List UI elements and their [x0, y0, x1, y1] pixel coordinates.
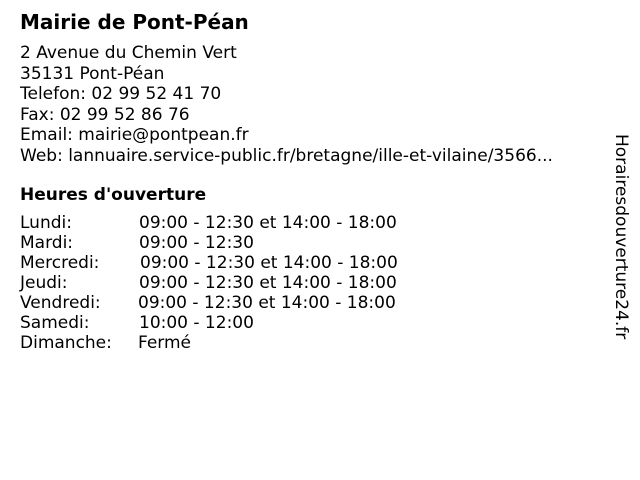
address-line-1: 2 Avenue du Chemin Vert: [20, 43, 237, 63]
day-label: Mardi:: [20, 233, 74, 253]
fax-number: Fax: 02 99 52 86 76: [20, 104, 190, 125]
day-label: Lundi:: [20, 213, 72, 233]
day-hours: 09:00 - 12:30 et 14:00 - 18:00: [140, 253, 398, 273]
day-hours: 09:00 - 12:30 et 14:00 - 18:00: [138, 293, 396, 313]
address-line-2: 35131 Pont-Péan: [20, 63, 165, 84]
day-hours: Fermé: [138, 333, 192, 353]
day-hours: 09:00 - 12:30 et 14:00 - 18:00: [139, 273, 397, 293]
day-hours: 09:00 - 12:30 et 14:00 - 18:00: [139, 213, 397, 233]
website-url: Web: lannuaire.service-public.fr/bretagne/ille-et-vilaine/3566...: [20, 145, 553, 166]
email-address: Email: mairie@pontpean.fr: [20, 125, 249, 145]
contact-block: [20, 43, 553, 166]
day-hours: 10:00 - 12:00: [139, 313, 254, 333]
page-title: Mairie de Pont-Péan: [20, 10, 249, 34]
day-hours: 09:00 - 12:30: [139, 233, 254, 253]
day-label: Mercredi:: [20, 253, 100, 273]
day-label: Samedi:: [20, 313, 90, 333]
opening-hours-heading: Heures d'ouverture: [20, 185, 207, 205]
phone-number: Telefon: 02 99 52 41 70: [20, 84, 222, 104]
day-label: Jeudi:: [20, 273, 68, 293]
day-label: Dimanche:: [20, 333, 112, 353]
site-watermark: [612, 134, 634, 374]
watermark-text: Horairesdouverture24.fr: [611, 134, 631, 340]
day-label: Vendredi:: [20, 293, 101, 313]
